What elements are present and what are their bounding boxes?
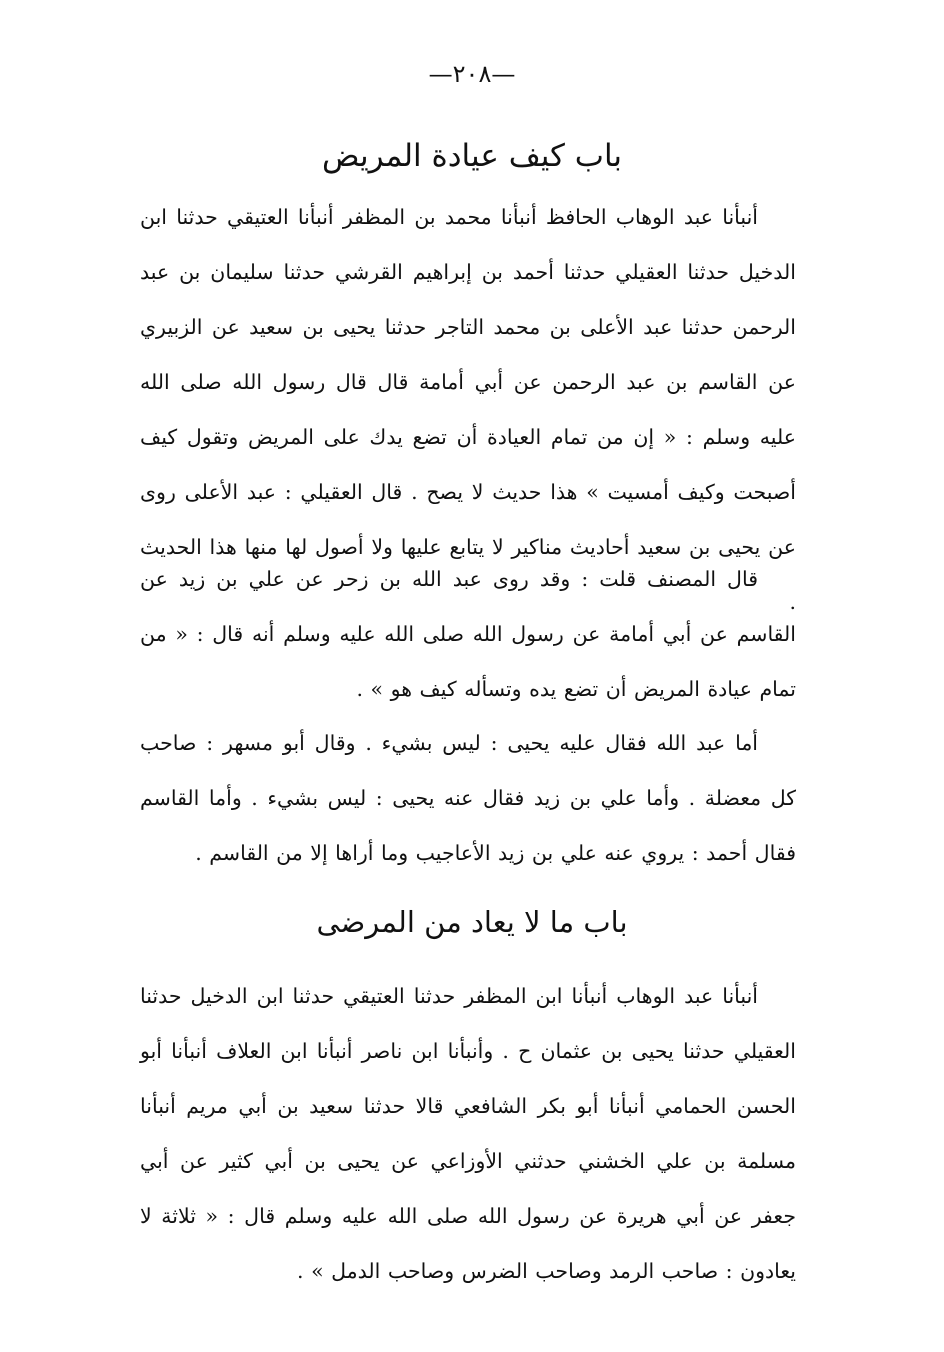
page-number: —٢٠٨— [428, 60, 516, 88]
chapter-heading-visiting-the-sick: باب كيف عيادة المريض [321, 138, 623, 174]
paragraph-hadith-visiting: أنبأنا عبد الوهاب الحافظ أنبأنا محمد بن المظفر أنبأنا العتيقي حدثنا ابن الدخيل حدثنا العقيلي حدثنا أحمد بن إبراهيم القرشي حدثنا سليمان بن عبد الرحمن حدثنا عبد الأعلى بن محمد التاجر حدثنا يحيى بن سعيد عن الزبيري عن القاسم بن عبد الرحمن عن أبي أمامة قال قال رسول الله صلى الله عليه وسلم : « إن من تمام العيادة أن تضع يدك على المريض وتقول كيف أصبحت وكيف أمسيت » هذا حديث لا يصح . قال العقيلي : عبد الأعلى روى عن يحيى بن سعيد أحاديث مناكير لا يتابع عليها ولا أصول لها منها هذا الحديث . [140, 205, 796, 614]
paragraph-hadith-three-not-visited: أنبأنا عبد الوهاب أنبأنا ابن المظفر حدثنا العتيقي حدثنا ابن الدخيل حدثنا العقيلي حدثنا يحيى بن عثمان ح . وأنبأنا ابن ناصر أنبأنا ابن العلاف أنبأنا أبو الحسن الحمامي أنبأنا أبو بكر الشافعي قالا حدثنا سعيد بن أبي مريم أنبأنا مسلمة بن علي الخشني حدثني الأوزاعي عن يحيى بن أبي كثير عن أبي جعفر عن أبي هريرة عن رسول الله صلى الله عليه وسلم قال : « ثلاثة لا يعادون : صاحب الرمد وصاحب الضرس وصاحب الدمل » . [140, 984, 796, 1283]
chapter-heading-not-visited: باب ما لا يعاد من المرضى [316, 905, 628, 939]
paragraph-author-note: قال المصنف قلت : وقد روى عبد الله بن زحر عن علي بن زيد عن القاسم عن أبي أمامة عن رسول الله صلى الله عليه وسلم أنه قال : « من تمام عيادة المريض أن تضع يده وتسأله كيف هو » . [140, 567, 796, 701]
paragraph-narrator-criticism: أما عبد الله فقال عليه يحيى : ليس بشيء . وقال أبو مسهر : صاحب كل معضلة . وأما علي بن زيد فقال عنه يحيى : ليس بشيء . وأما القاسم فقال أحمد : يروي عنه علي بن زيد الأعاجيب وما أراها إلا من القاسم . [140, 731, 796, 865]
